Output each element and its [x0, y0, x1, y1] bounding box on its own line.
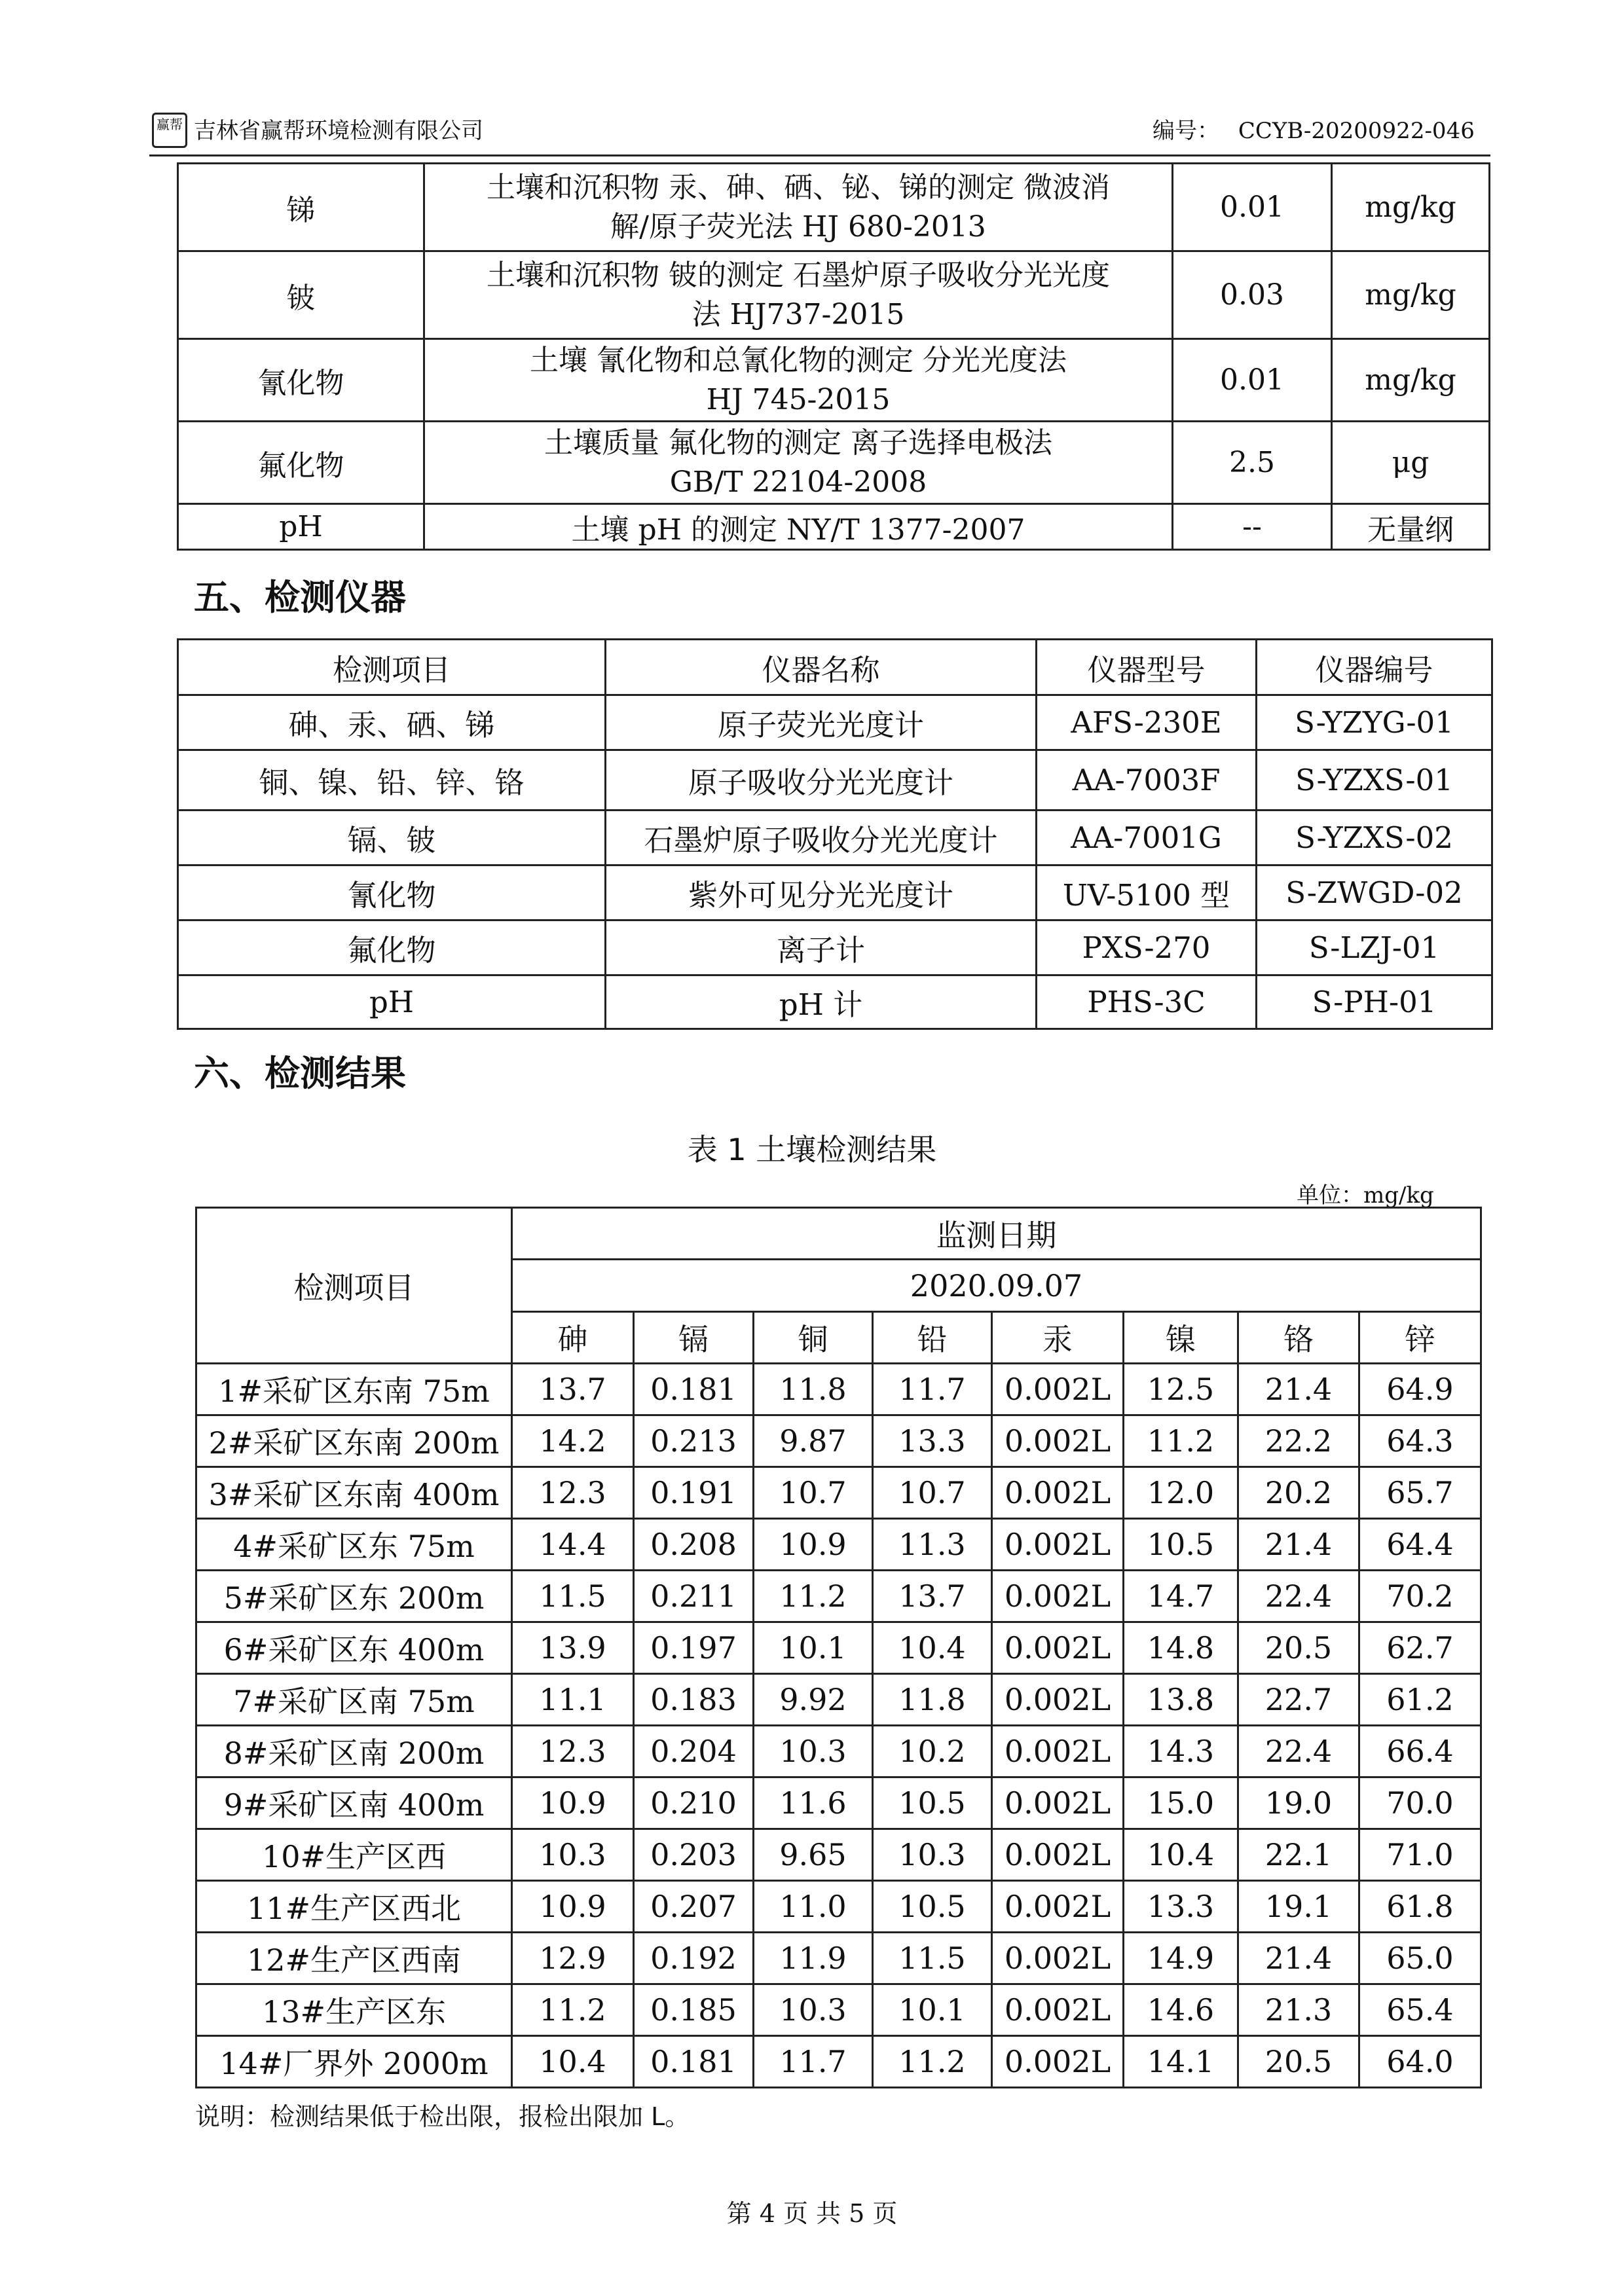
method-unit: 无量纲: [1332, 504, 1490, 550]
value-cell: 0.002L: [992, 1519, 1124, 1571]
company-logo: [152, 113, 187, 148]
cell: 原子吸收分光光度计: [606, 750, 1037, 811]
value-cell: 11.2: [1124, 1415, 1238, 1467]
cell: AA-7001G: [1037, 811, 1257, 866]
cell: S-YZYG-01: [1257, 695, 1492, 750]
value-cell: 10.1: [754, 1622, 873, 1674]
method-item: 氟化物: [178, 422, 424, 504]
unit-note: 单位：mg/kg: [1297, 1182, 1434, 1209]
table-header-row: [178, 640, 1492, 695]
value-cell: 71.0: [1359, 1829, 1481, 1881]
value-cell: 14.7: [1124, 1571, 1238, 1622]
table-row: [196, 1881, 1481, 1933]
header-divider: [149, 155, 1490, 156]
value-cell: 10.7: [873, 1467, 992, 1519]
value-cell: 11.6: [754, 1777, 873, 1829]
report-number-value: CCYB-20200922-046: [1238, 118, 1475, 144]
value-cell: 0.002L: [992, 1881, 1124, 1933]
location-cell: 10#生产区西: [196, 1829, 512, 1881]
value-cell: 12.3: [512, 1467, 634, 1519]
value-cell: 14.3: [1124, 1726, 1238, 1777]
value-cell: 64.0: [1359, 2036, 1481, 2088]
value-cell: 9.92: [754, 1674, 873, 1726]
method-unit: mg/kg: [1332, 339, 1490, 422]
method-text: 土壤 pH 的测定 NY/T 1377-2007: [424, 504, 1173, 550]
value-cell: 11.9: [754, 1933, 873, 1984]
value-cell: 0.185: [634, 1984, 754, 2036]
column-header: 铅: [873, 1312, 992, 1364]
cell: 离子计: [606, 920, 1037, 975]
value-cell: 65.7: [1359, 1467, 1481, 1519]
column-header: 锌: [1359, 1312, 1481, 1364]
value-cell: 22.4: [1238, 1571, 1359, 1622]
method-text: 土壤 氰化物和总氰化物的测定 分光光度法 HJ 745-2015: [424, 339, 1173, 422]
method-unit: μg: [1332, 422, 1490, 504]
value-cell: 66.4: [1359, 1726, 1481, 1777]
value-cell: 0.213: [634, 1415, 754, 1467]
location-cell: 8#采矿区南 200m: [196, 1726, 512, 1777]
value-cell: 10.4: [512, 2036, 634, 2088]
value-cell: 19.1: [1238, 1881, 1359, 1933]
method-text: 土壤质量 氟化物的测定 离子选择电极法 GB/T 22104-2008: [424, 422, 1173, 504]
value-cell: 21.4: [1238, 1933, 1359, 1984]
value-cell: 10.5: [873, 1881, 992, 1933]
value-cell: 22.4: [1238, 1726, 1359, 1777]
value-cell: 0.191: [634, 1467, 754, 1519]
value-cell: 10.1: [873, 1984, 992, 2036]
value-cell: 13.8: [1124, 1674, 1238, 1726]
value-cell: 0.002L: [992, 1777, 1124, 1829]
value-cell: 11.7: [873, 1364, 992, 1415]
location-cell: 6#采矿区东 400m: [196, 1622, 512, 1674]
cell: 铜、镍、铅、锌、铬: [178, 750, 606, 811]
column-header: 镍: [1124, 1312, 1238, 1364]
column-header: 砷: [512, 1312, 634, 1364]
header-cell: 仪器名称: [606, 640, 1037, 695]
value-cell: 0.002L: [992, 1415, 1124, 1467]
table-row: [178, 164, 1490, 251]
value-cell: 10.2: [873, 1726, 992, 1777]
value-cell: 10.9: [512, 1881, 634, 1933]
table-row: [178, 251, 1490, 339]
value-cell: 64.4: [1359, 1519, 1481, 1571]
value-cell: 19.0: [1238, 1777, 1359, 1829]
value-cell: 10.4: [1124, 1829, 1238, 1881]
value-cell: 65.4: [1359, 1984, 1481, 2036]
cell: 镉、铍: [178, 811, 606, 866]
item-header: 检测项目: [196, 1208, 512, 1364]
value-cell: 10.3: [512, 1829, 634, 1881]
instruments-table: [177, 638, 1493, 1030]
method-limit: 0.01: [1173, 339, 1332, 422]
section-title-instruments: 五、检测仪器: [194, 577, 406, 618]
value-cell: 0.211: [634, 1571, 754, 1622]
table-row: [196, 1933, 1481, 1984]
method-unit: mg/kg: [1332, 251, 1490, 339]
value-cell: 10.9: [512, 1777, 634, 1829]
cell: pH 计: [606, 975, 1037, 1029]
value-cell: 0.002L: [992, 1622, 1124, 1674]
value-cell: 0.002L: [992, 1571, 1124, 1622]
location-cell: 4#采矿区东 75m: [196, 1519, 512, 1571]
value-cell: 11.1: [512, 1674, 634, 1726]
value-cell: 65.0: [1359, 1933, 1481, 1984]
value-cell: 12.3: [512, 1726, 634, 1777]
value-cell: 22.2: [1238, 1415, 1359, 1467]
report-number-label: 编号：: [1153, 118, 1219, 144]
value-cell: 0.002L: [992, 1726, 1124, 1777]
value-cell: 0.002L: [992, 1467, 1124, 1519]
method-item: pH: [178, 504, 424, 550]
location-cell: 2#采矿区东南 200m: [196, 1415, 512, 1467]
cell: pH: [178, 975, 606, 1029]
value-cell: 12.0: [1124, 1467, 1238, 1519]
table-row: [178, 695, 1492, 750]
value-cell: 10.5: [1124, 1519, 1238, 1571]
header-cell: 仪器型号: [1037, 640, 1257, 695]
table-row: [196, 1777, 1481, 1829]
method-item: 铍: [178, 251, 424, 339]
table-row: [196, 1571, 1481, 1622]
location-cell: 12#生产区西南: [196, 1933, 512, 1984]
cell: AFS-230E: [1037, 695, 1257, 750]
table-row: [178, 504, 1490, 550]
cell: 氰化物: [178, 866, 606, 920]
page-number: 第 4 页 共 5 页: [726, 2199, 898, 2228]
table-row: [196, 1984, 1481, 2036]
table-row: [196, 1622, 1481, 1674]
value-cell: 70.0: [1359, 1777, 1481, 1829]
table-row: [178, 750, 1492, 811]
cell: 原子荧光光度计: [606, 695, 1037, 750]
cell: 砷、汞、硒、锑: [178, 695, 606, 750]
table-row: [178, 920, 1492, 975]
value-cell: 22.7: [1238, 1674, 1359, 1726]
cell: S-ZWGD-02: [1257, 866, 1492, 920]
method-item: 锑: [178, 164, 424, 251]
location-cell: 1#采矿区东南 75m: [196, 1364, 512, 1415]
value-cell: 64.3: [1359, 1415, 1481, 1467]
method-limit: 0.03: [1173, 251, 1332, 339]
column-header: 铬: [1238, 1312, 1359, 1364]
location-cell: 9#采矿区南 400m: [196, 1777, 512, 1829]
column-header: 汞: [992, 1312, 1124, 1364]
header-cell: 仪器编号: [1257, 640, 1492, 695]
method-limit: 0.01: [1173, 164, 1332, 251]
results-note: 说明：检测结果低于检出限，报检出限加 L。: [195, 2102, 690, 2131]
value-cell: 11.2: [512, 1984, 634, 2036]
table-header-row: [196, 1208, 1481, 1260]
method-text: 土壤和沉积物 汞、砷、硒、铋、锑的测定 微波消 解/原子荧光法 HJ 680-2013: [424, 164, 1173, 251]
value-cell: 13.7: [873, 1571, 992, 1622]
value-cell: 20.2: [1238, 1467, 1359, 1519]
cell: S-LZJ-01: [1257, 920, 1492, 975]
cell: 氟化物: [178, 920, 606, 975]
value-cell: 0.183: [634, 1674, 754, 1726]
value-cell: 14.1: [1124, 2036, 1238, 2088]
location-cell: 3#采矿区东南 400m: [196, 1467, 512, 1519]
value-cell: 0.002L: [992, 1933, 1124, 1984]
header-cell: 检测项目: [178, 640, 606, 695]
value-cell: 0.210: [634, 1777, 754, 1829]
value-cell: 0.207: [634, 1881, 754, 1933]
value-cell: 0.181: [634, 1364, 754, 1415]
value-cell: 61.8: [1359, 1881, 1481, 1933]
monitor-date: 2020.09.07: [512, 1260, 1481, 1312]
table-row: [196, 1674, 1481, 1726]
method-limit: --: [1173, 504, 1332, 550]
value-cell: 10.9: [754, 1519, 873, 1571]
value-cell: 0.208: [634, 1519, 754, 1571]
table-row: [196, 1364, 1481, 1415]
value-cell: 11.5: [512, 1571, 634, 1622]
value-cell: 0.002L: [992, 1984, 1124, 2036]
value-cell: 62.7: [1359, 1622, 1481, 1674]
value-cell: 0.197: [634, 1622, 754, 1674]
table-row: [196, 1829, 1481, 1881]
table-row: [196, 1726, 1481, 1777]
cell: S-YZXS-02: [1257, 811, 1492, 866]
value-cell: 21.4: [1238, 1364, 1359, 1415]
column-header: 铜: [754, 1312, 873, 1364]
table-row: [178, 339, 1490, 422]
value-cell: 13.3: [1124, 1881, 1238, 1933]
table-row: [178, 811, 1492, 866]
cell: UV-5100 型: [1037, 866, 1257, 920]
value-cell: 0.002L: [992, 1674, 1124, 1726]
value-cell: 15.0: [1124, 1777, 1238, 1829]
cell: S-PH-01: [1257, 975, 1492, 1029]
results-table-title: 表 1 土壤检测结果: [687, 1132, 937, 1167]
methods-table: [177, 162, 1490, 551]
value-cell: 0.204: [634, 1726, 754, 1777]
value-cell: 11.5: [873, 1933, 992, 1984]
cell: AA-7003F: [1037, 750, 1257, 811]
column-header: 镉: [634, 1312, 754, 1364]
value-cell: 20.5: [1238, 1622, 1359, 1674]
value-cell: 0.203: [634, 1829, 754, 1881]
value-cell: 13.9: [512, 1622, 634, 1674]
table-row: [196, 1415, 1481, 1467]
table-row: [178, 866, 1492, 920]
value-cell: 12.5: [1124, 1364, 1238, 1415]
value-cell: 11.2: [754, 1571, 873, 1622]
cell: PXS-270: [1037, 920, 1257, 975]
table-row: [178, 975, 1492, 1029]
location-cell: 14#厂界外 2000m: [196, 2036, 512, 2088]
value-cell: 0.002L: [992, 1829, 1124, 1881]
table-row: [178, 422, 1490, 504]
value-cell: 13.3: [873, 1415, 992, 1467]
value-cell: 14.4: [512, 1519, 634, 1571]
section-title-results: 六、检测结果: [194, 1053, 406, 1094]
value-cell: 20.5: [1238, 2036, 1359, 2088]
method-limit: 2.5: [1173, 422, 1332, 504]
value-cell: 10.3: [754, 1726, 873, 1777]
method-unit: mg/kg: [1332, 164, 1490, 251]
cell: 石墨炉原子吸收分光光度计: [606, 811, 1037, 866]
value-cell: 13.7: [512, 1364, 634, 1415]
value-cell: 21.3: [1238, 1984, 1359, 2036]
location-cell: 13#生产区东: [196, 1984, 512, 2036]
monitor-date-label: 监测日期: [512, 1208, 1481, 1260]
value-cell: 11.7: [754, 2036, 873, 2088]
logo-text: 赢帮: [157, 117, 183, 132]
value-cell: 0.002L: [992, 2036, 1124, 2088]
value-cell: 0.181: [634, 2036, 754, 2088]
value-cell: 14.6: [1124, 1984, 1238, 2036]
value-cell: 12.9: [512, 1933, 634, 1984]
value-cell: 22.1: [1238, 1829, 1359, 1881]
table-row: [196, 2036, 1481, 2088]
cell: PHS-3C: [1037, 975, 1257, 1029]
company-name: 吉林省赢帮环境检测有限公司: [194, 118, 483, 144]
table-row: [196, 1467, 1481, 1519]
value-cell: 70.2: [1359, 1571, 1481, 1622]
value-cell: 10.5: [873, 1777, 992, 1829]
results-table: [195, 1207, 1482, 2088]
report-number: [1153, 113, 1475, 145]
table-row: [196, 1519, 1481, 1571]
value-cell: 11.0: [754, 1881, 873, 1933]
location-cell: 7#采矿区南 75m: [196, 1674, 512, 1726]
value-cell: 0.002L: [992, 1364, 1124, 1415]
cell: S-YZXS-01: [1257, 750, 1492, 811]
cell: 紫外可见分光光度计: [606, 866, 1037, 920]
value-cell: 21.4: [1238, 1519, 1359, 1571]
value-cell: 14.2: [512, 1415, 634, 1467]
value-cell: 11.2: [873, 2036, 992, 2088]
value-cell: 10.7: [754, 1467, 873, 1519]
method-text: 土壤和沉积物 铍的测定 石墨炉原子吸收分光光度 法 HJ737-2015: [424, 251, 1173, 339]
value-cell: 11.3: [873, 1519, 992, 1571]
location-cell: 5#采矿区东 200m: [196, 1571, 512, 1622]
value-cell: 10.3: [754, 1984, 873, 2036]
value-cell: 10.4: [873, 1622, 992, 1674]
value-cell: 64.9: [1359, 1364, 1481, 1415]
value-cell: 9.65: [754, 1829, 873, 1881]
value-cell: 61.2: [1359, 1674, 1481, 1726]
value-cell: 9.87: [754, 1415, 873, 1467]
method-item: 氰化物: [178, 339, 424, 422]
value-cell: 14.8: [1124, 1622, 1238, 1674]
value-cell: 14.9: [1124, 1933, 1238, 1984]
value-cell: 10.3: [873, 1829, 992, 1881]
location-cell: 11#生产区西北: [196, 1881, 512, 1933]
value-cell: 11.8: [754, 1364, 873, 1415]
value-cell: 0.192: [634, 1933, 754, 1984]
value-cell: 11.8: [873, 1674, 992, 1726]
